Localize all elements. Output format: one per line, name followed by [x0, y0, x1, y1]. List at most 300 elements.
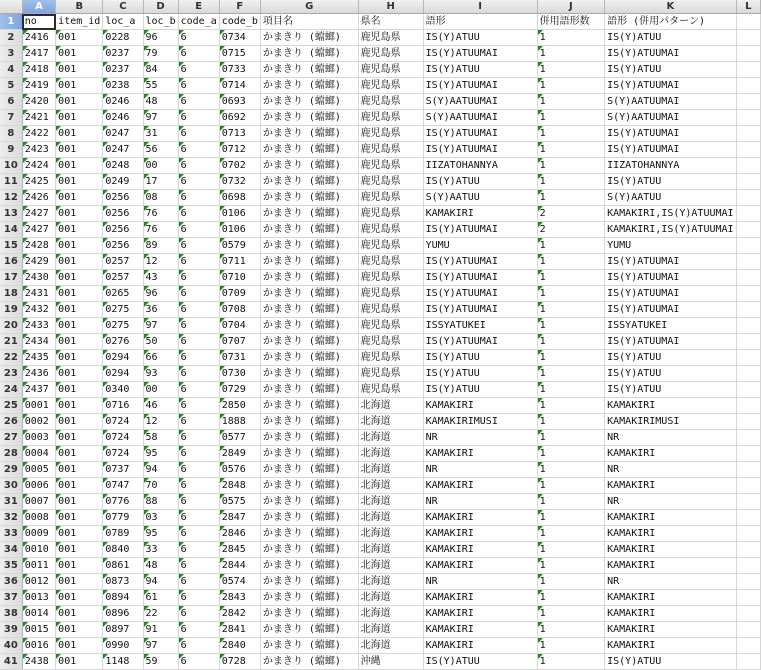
cell[interactable]: 2841 — [219, 622, 260, 638]
cell[interactable]: IS(Y)ATUU — [605, 382, 736, 398]
cell[interactable]: 001 — [56, 206, 103, 222]
cell[interactable] — [736, 190, 760, 206]
cell[interactable]: 2427 — [22, 206, 55, 222]
row-header[interactable]: 4 — [0, 62, 22, 78]
cell[interactable]: 2429 — [22, 254, 55, 270]
cell[interactable]: 0248 — [103, 158, 143, 174]
cell[interactable]: IS(Y)ATUU — [423, 62, 537, 78]
cell[interactable]: 6 — [178, 558, 219, 574]
cell[interactable]: 2433 — [22, 318, 55, 334]
cell[interactable]: 0010 — [22, 542, 55, 558]
row-header[interactable]: 33 — [0, 526, 22, 542]
cell[interactable] — [736, 382, 760, 398]
cell[interactable]: 0840 — [103, 542, 143, 558]
cell[interactable]: 00 — [143, 158, 178, 174]
cell[interactable]: 鹿児島県 — [358, 238, 423, 254]
cell[interactable] — [736, 30, 760, 46]
cell[interactable]: 0716 — [103, 398, 143, 414]
cell[interactable]: 0238 — [103, 78, 143, 94]
cell[interactable]: 鹿児島県 — [358, 142, 423, 158]
cell[interactable]: 001 — [56, 30, 103, 46]
cell[interactable]: 0747 — [103, 478, 143, 494]
cell[interactable]: IS(Y)ATUU — [605, 654, 736, 670]
row-header[interactable]: 28 — [0, 446, 22, 462]
cell[interactable]: KAMAKIRI,IS(Y)ATUUMAI — [605, 222, 736, 238]
cell[interactable]: 6 — [178, 462, 219, 478]
cell[interactable]: NR — [423, 494, 537, 510]
cell[interactable]: 0011 — [22, 558, 55, 574]
row-header[interactable]: 7 — [0, 110, 22, 126]
cell[interactable]: 001 — [56, 350, 103, 366]
cell[interactable]: 鹿児島県 — [358, 302, 423, 318]
cell[interactable]: 76 — [143, 206, 178, 222]
cell[interactable]: IS(Y)ATUU — [423, 366, 537, 382]
cell[interactable]: 001 — [56, 302, 103, 318]
cell[interactable]: かまきり (蟷螂) — [260, 126, 358, 142]
cell[interactable]: 6 — [178, 238, 219, 254]
cell[interactable]: 1 — [537, 398, 605, 414]
cell[interactable]: 1 — [537, 366, 605, 382]
cell[interactable]: 6 — [178, 350, 219, 366]
cell[interactable]: 1 — [537, 174, 605, 190]
cell[interactable] — [736, 222, 760, 238]
cell[interactable]: 1 — [537, 142, 605, 158]
column-header[interactable]: J — [537, 0, 605, 14]
cell[interactable]: 0013 — [22, 590, 55, 606]
cell[interactable] — [736, 110, 760, 126]
row-header[interactable]: 19 — [0, 302, 22, 318]
cell[interactable]: 2421 — [22, 110, 55, 126]
row-header[interactable]: 29 — [0, 462, 22, 478]
row-header[interactable]: 17 — [0, 270, 22, 286]
cell[interactable]: 001 — [56, 142, 103, 158]
cell[interactable] — [736, 158, 760, 174]
cell[interactable]: 6 — [178, 158, 219, 174]
cell[interactable]: かまきり (蟷螂) — [260, 206, 358, 222]
column-header[interactable]: F — [219, 0, 260, 14]
cell[interactable]: かまきり (蟷螂) — [260, 270, 358, 286]
cell[interactable]: S(Y)AATUUMAI — [423, 94, 537, 110]
cell[interactable]: 沖縄 — [358, 654, 423, 670]
cell[interactable]: 0729 — [219, 382, 260, 398]
cell[interactable]: 0577 — [219, 430, 260, 446]
cell[interactable]: KAMAKIRI — [423, 478, 537, 494]
cell[interactable]: 0734 — [219, 30, 260, 46]
row-header[interactable]: 30 — [0, 478, 22, 494]
cell[interactable]: かまきり (蟷螂) — [260, 62, 358, 78]
cell[interactable]: 001 — [56, 574, 103, 590]
row-header[interactable]: 21 — [0, 334, 22, 350]
cell[interactable]: かまきり (蟷螂) — [260, 174, 358, 190]
cell[interactable]: 鹿児島県 — [358, 94, 423, 110]
cell[interactable]: item_id — [56, 14, 103, 30]
cell[interactable]: かまきり (蟷螂) — [260, 110, 358, 126]
cell[interactable]: KAMAKIRI — [423, 206, 537, 222]
cell[interactable]: 2 — [537, 206, 605, 222]
cell[interactable]: 1888 — [219, 414, 260, 430]
cell[interactable]: かまきり (蟷螂) — [260, 526, 358, 542]
cell[interactable]: 17 — [143, 174, 178, 190]
cell[interactable] — [736, 302, 760, 318]
cell[interactable]: IS(Y)ATUUMAI — [423, 222, 537, 238]
cell[interactable]: YUMU — [605, 238, 736, 254]
cell[interactable]: 001 — [56, 478, 103, 494]
cell[interactable]: 6 — [178, 526, 219, 542]
cell[interactable]: 2422 — [22, 126, 55, 142]
cell[interactable]: 1 — [537, 558, 605, 574]
cell[interactable]: 2842 — [219, 606, 260, 622]
row-header[interactable]: 1 — [0, 14, 22, 30]
cell[interactable]: 6 — [178, 62, 219, 78]
cell[interactable]: 0693 — [219, 94, 260, 110]
cell[interactable]: 55 — [143, 78, 178, 94]
cell[interactable]: 北海道 — [358, 510, 423, 526]
cell[interactable]: 2425 — [22, 174, 55, 190]
cell[interactable]: ISSYATUKEI — [605, 318, 736, 334]
row-header[interactable]: 37 — [0, 590, 22, 606]
cell[interactable]: 89 — [143, 238, 178, 254]
cell[interactable] — [736, 334, 760, 350]
column-header[interactable]: A — [22, 0, 55, 14]
cell[interactable]: 6 — [178, 110, 219, 126]
row-header[interactable]: 27 — [0, 430, 22, 446]
cell[interactable]: 2438 — [22, 654, 55, 670]
cell[interactable]: 0707 — [219, 334, 260, 350]
cell[interactable] — [736, 462, 760, 478]
cell[interactable]: 79 — [143, 46, 178, 62]
cell[interactable]: 001 — [56, 62, 103, 78]
cell[interactable]: 2437 — [22, 382, 55, 398]
cell[interactable]: IS(Y)ATUUMAI — [605, 302, 736, 318]
cell[interactable]: 001 — [56, 654, 103, 670]
cell[interactable]: KAMAKIRIMUSI — [423, 414, 537, 430]
cell[interactable]: かまきり (蟷螂) — [260, 462, 358, 478]
cell[interactable]: IS(Y)ATUUMAI — [605, 46, 736, 62]
cell[interactable]: 93 — [143, 366, 178, 382]
row-header[interactable]: 10 — [0, 158, 22, 174]
cell[interactable]: 94 — [143, 574, 178, 590]
cell[interactable]: 001 — [56, 558, 103, 574]
cell[interactable]: 6 — [178, 494, 219, 510]
cell[interactable]: 001 — [56, 542, 103, 558]
cell[interactable]: 0247 — [103, 126, 143, 142]
cell[interactable]: 0730 — [219, 366, 260, 382]
cell[interactable]: 6 — [178, 654, 219, 670]
row-header[interactable]: 24 — [0, 382, 22, 398]
row-header[interactable]: 6 — [0, 94, 22, 110]
cell[interactable]: 鹿児島県 — [358, 254, 423, 270]
cell[interactable]: 1 — [537, 446, 605, 462]
cell[interactable] — [736, 206, 760, 222]
cell[interactable]: 0015 — [22, 622, 55, 638]
column-header[interactable]: K — [605, 0, 736, 14]
cell[interactable]: 北海道 — [358, 622, 423, 638]
cell[interactable]: 6 — [178, 78, 219, 94]
cell[interactable]: かまきり (蟷螂) — [260, 382, 358, 398]
cell[interactable]: 00 — [143, 382, 178, 398]
cell[interactable]: 0246 — [103, 110, 143, 126]
cell[interactable]: かまきり (蟷螂) — [260, 574, 358, 590]
cell[interactable]: 2419 — [22, 78, 55, 94]
cell[interactable]: 0713 — [219, 126, 260, 142]
cell[interactable]: 0731 — [219, 350, 260, 366]
cell[interactable]: 鹿児島県 — [358, 158, 423, 174]
cell[interactable]: 6 — [178, 222, 219, 238]
row-header[interactable]: 26 — [0, 414, 22, 430]
cell[interactable]: かまきり (蟷螂) — [260, 622, 358, 638]
cell[interactable]: KAMAKIRI — [423, 606, 537, 622]
cell[interactable]: 6 — [178, 574, 219, 590]
cell[interactable]: 88 — [143, 494, 178, 510]
cell[interactable]: 001 — [56, 222, 103, 238]
cell[interactable]: 0012 — [22, 574, 55, 590]
cell[interactable]: 0724 — [103, 430, 143, 446]
cell[interactable]: 2418 — [22, 62, 55, 78]
row-header[interactable]: 15 — [0, 238, 22, 254]
cell[interactable]: 2849 — [219, 446, 260, 462]
cell[interactable]: 6 — [178, 638, 219, 654]
cell[interactable]: 0002 — [22, 414, 55, 430]
cell[interactable]: 6 — [178, 382, 219, 398]
cell[interactable]: KAMAKIRI — [423, 526, 537, 542]
cell[interactable] — [736, 510, 760, 526]
row-header[interactable]: 3 — [0, 46, 22, 62]
select-all-corner[interactable] — [0, 0, 22, 14]
cell[interactable]: IS(Y)ATUUMAI — [605, 78, 736, 94]
cell[interactable]: 001 — [56, 414, 103, 430]
cell[interactable]: 0692 — [219, 110, 260, 126]
cell[interactable]: S(Y)AATUU — [605, 190, 736, 206]
cell[interactable]: 1 — [537, 302, 605, 318]
cell[interactable]: 北海道 — [358, 478, 423, 494]
cell[interactable]: かまきり (蟷螂) — [260, 318, 358, 334]
cell[interactable]: 0574 — [219, 574, 260, 590]
cell[interactable]: 1 — [537, 270, 605, 286]
cell[interactable]: 2428 — [22, 238, 55, 254]
cell[interactable]: 2840 — [219, 638, 260, 654]
row-header[interactable]: 22 — [0, 350, 22, 366]
cell[interactable]: 2436 — [22, 366, 55, 382]
cell[interactable]: 鹿児島県 — [358, 318, 423, 334]
cell[interactable]: 0698 — [219, 190, 260, 206]
cell[interactable]: KAMAKIRI — [423, 542, 537, 558]
cell[interactable] — [736, 78, 760, 94]
cell[interactable]: IS(Y)ATUUMAI — [423, 142, 537, 158]
cell[interactable]: 0276 — [103, 334, 143, 350]
cell[interactable]: 2845 — [219, 542, 260, 558]
cell[interactable]: 1 — [537, 94, 605, 110]
cell[interactable]: 59 — [143, 654, 178, 670]
column-header[interactable]: H — [358, 0, 423, 14]
cell[interactable]: KAMAKIRI — [605, 590, 736, 606]
cell[interactable]: 1 — [537, 430, 605, 446]
cell[interactable]: 0294 — [103, 366, 143, 382]
cell[interactable]: 鹿児島県 — [358, 110, 423, 126]
cell[interactable]: 2 — [537, 222, 605, 238]
cell[interactable] — [736, 254, 760, 270]
cell[interactable]: 0712 — [219, 142, 260, 158]
cell[interactable]: IS(Y)ATUUMAI — [605, 126, 736, 142]
cell[interactable]: 94 — [143, 462, 178, 478]
column-header[interactable]: B — [56, 0, 103, 14]
cell[interactable]: 鹿児島県 — [358, 334, 423, 350]
cell[interactable]: loc_a — [103, 14, 143, 30]
cell[interactable]: かまきり (蟷螂) — [260, 78, 358, 94]
cell[interactable]: 鹿児島県 — [358, 270, 423, 286]
cell[interactable] — [736, 590, 760, 606]
cell[interactable]: loc_b — [143, 14, 178, 30]
cell[interactable]: IIZATOHANNYA — [423, 158, 537, 174]
cell[interactable]: S(Y)AATUU — [423, 190, 537, 206]
cell[interactable]: 95 — [143, 446, 178, 462]
cell[interactable]: KAMAKIRIMUSI — [605, 414, 736, 430]
cell[interactable]: 97 — [143, 638, 178, 654]
cell[interactable]: かまきり (蟷螂) — [260, 190, 358, 206]
row-header[interactable]: 25 — [0, 398, 22, 414]
cell[interactable]: 6 — [178, 590, 219, 606]
cell[interactable]: 66 — [143, 350, 178, 366]
column-header[interactable]: L — [736, 0, 760, 14]
cell[interactable]: 0257 — [103, 254, 143, 270]
cell[interactable]: IS(Y)ATUUMAI — [423, 254, 537, 270]
cell[interactable]: 6 — [178, 334, 219, 350]
cell[interactable] — [736, 574, 760, 590]
cell[interactable] — [736, 398, 760, 414]
row-header[interactable]: 35 — [0, 558, 22, 574]
cell[interactable]: 0228 — [103, 30, 143, 46]
cell[interactable]: 6 — [178, 174, 219, 190]
cell[interactable]: 08 — [143, 190, 178, 206]
cell[interactable]: 北海道 — [358, 542, 423, 558]
cell[interactable]: 1 — [537, 62, 605, 78]
cell[interactable]: 0237 — [103, 62, 143, 78]
cell[interactable]: code_a — [178, 14, 219, 30]
cell[interactable]: 県名 — [358, 14, 423, 30]
cell[interactable]: 鹿児島県 — [358, 382, 423, 398]
cell[interactable]: YUMU — [423, 238, 537, 254]
row-header[interactable]: 32 — [0, 510, 22, 526]
cell[interactable]: 6 — [178, 510, 219, 526]
cell[interactable]: 001 — [56, 238, 103, 254]
row-header[interactable]: 13 — [0, 206, 22, 222]
cell[interactable]: IS(Y)ATUU — [423, 174, 537, 190]
cell[interactable]: かまきり (蟷螂) — [260, 222, 358, 238]
cell[interactable]: 6 — [178, 254, 219, 270]
cell[interactable]: S(Y)AATUUMAI — [605, 110, 736, 126]
cell[interactable]: 0003 — [22, 430, 55, 446]
cell[interactable]: 北海道 — [358, 446, 423, 462]
cell[interactable]: 001 — [56, 318, 103, 334]
cell[interactable]: かまきり (蟷螂) — [260, 286, 358, 302]
row-header[interactable]: 41 — [0, 654, 22, 670]
cell[interactable]: IS(Y)ATUU — [423, 382, 537, 398]
cell[interactable]: 語形 (併用パターン) — [605, 14, 736, 30]
cell[interactable]: 96 — [143, 286, 178, 302]
cell[interactable]: 001 — [56, 270, 103, 286]
cell[interactable]: IS(Y)ATUU — [605, 350, 736, 366]
cell[interactable]: 6 — [178, 286, 219, 302]
cell[interactable]: NR — [605, 430, 736, 446]
cell[interactable]: NR — [423, 574, 537, 590]
cell[interactable]: 1 — [537, 382, 605, 398]
row-header[interactable]: 2 — [0, 30, 22, 46]
cell[interactable]: 1 — [537, 526, 605, 542]
cell[interactable]: 2434 — [22, 334, 55, 350]
cell[interactable]: 鹿児島県 — [358, 366, 423, 382]
cell[interactable]: 0724 — [103, 414, 143, 430]
cell[interactable]: かまきり (蟷螂) — [260, 46, 358, 62]
cell[interactable] — [736, 558, 760, 574]
cell[interactable] — [736, 350, 760, 366]
cell[interactable]: 鹿児島県 — [358, 126, 423, 142]
cell[interactable]: 1 — [537, 318, 605, 334]
cell[interactable]: 001 — [56, 510, 103, 526]
cell[interactable]: かまきり (蟷螂) — [260, 158, 358, 174]
cell[interactable]: 1 — [537, 46, 605, 62]
cell[interactable]: 2846 — [219, 526, 260, 542]
cell[interactable]: KAMAKIRI — [605, 398, 736, 414]
cell[interactable]: 0265 — [103, 286, 143, 302]
cell[interactable]: IS(Y)ATUUMAI — [423, 270, 537, 286]
cell[interactable]: KAMAKIRI — [423, 622, 537, 638]
cell[interactable]: 91 — [143, 622, 178, 638]
cell[interactable]: 1 — [537, 254, 605, 270]
cell[interactable]: code_b — [219, 14, 260, 30]
cell[interactable]: 1 — [537, 286, 605, 302]
cell[interactable]: 北海道 — [358, 526, 423, 542]
cell[interactable]: 43 — [143, 270, 178, 286]
cell[interactable]: 0249 — [103, 174, 143, 190]
cell[interactable]: 48 — [143, 558, 178, 574]
cell[interactable]: 001 — [56, 78, 103, 94]
cell[interactable]: 0724 — [103, 446, 143, 462]
cell[interactable]: 0779 — [103, 510, 143, 526]
cell[interactable]: KAMAKIRI — [423, 558, 537, 574]
cell[interactable]: 0275 — [103, 318, 143, 334]
cell[interactable] — [736, 94, 760, 110]
cell[interactable]: KAMAKIRI — [423, 590, 537, 606]
cell[interactable] — [736, 494, 760, 510]
cell[interactable]: 0896 — [103, 606, 143, 622]
cell[interactable]: 0007 — [22, 494, 55, 510]
cell[interactable]: KAMAKIRI — [605, 446, 736, 462]
cell[interactable]: 1 — [537, 350, 605, 366]
cell[interactable]: 001 — [56, 366, 103, 382]
cell[interactable]: 001 — [56, 94, 103, 110]
cell[interactable]: KAMAKIRI — [423, 398, 537, 414]
cell[interactable]: 001 — [56, 110, 103, 126]
column-header[interactable]: E — [178, 0, 219, 14]
column-header[interactable]: G — [260, 0, 358, 14]
cell[interactable]: 2426 — [22, 190, 55, 206]
cell[interactable] — [736, 446, 760, 462]
cell[interactable]: 70 — [143, 478, 178, 494]
cell[interactable]: かまきり (蟷螂) — [260, 254, 358, 270]
cell[interactable]: かまきり (蟷螂) — [260, 478, 358, 494]
cell[interactable] — [736, 654, 760, 670]
cell[interactable]: 鹿児島県 — [358, 78, 423, 94]
cell[interactable]: 6 — [178, 398, 219, 414]
cell[interactable]: 1 — [537, 158, 605, 174]
cell[interactable]: 36 — [143, 302, 178, 318]
cell[interactable]: 0789 — [103, 526, 143, 542]
cell[interactable]: 6 — [178, 414, 219, 430]
cell[interactable]: 6 — [178, 126, 219, 142]
cell[interactable]: 鹿児島県 — [358, 174, 423, 190]
cell[interactable]: 2420 — [22, 94, 55, 110]
cell[interactable]: IS(Y)ATUU — [605, 62, 736, 78]
cell[interactable]: 0576 — [219, 462, 260, 478]
